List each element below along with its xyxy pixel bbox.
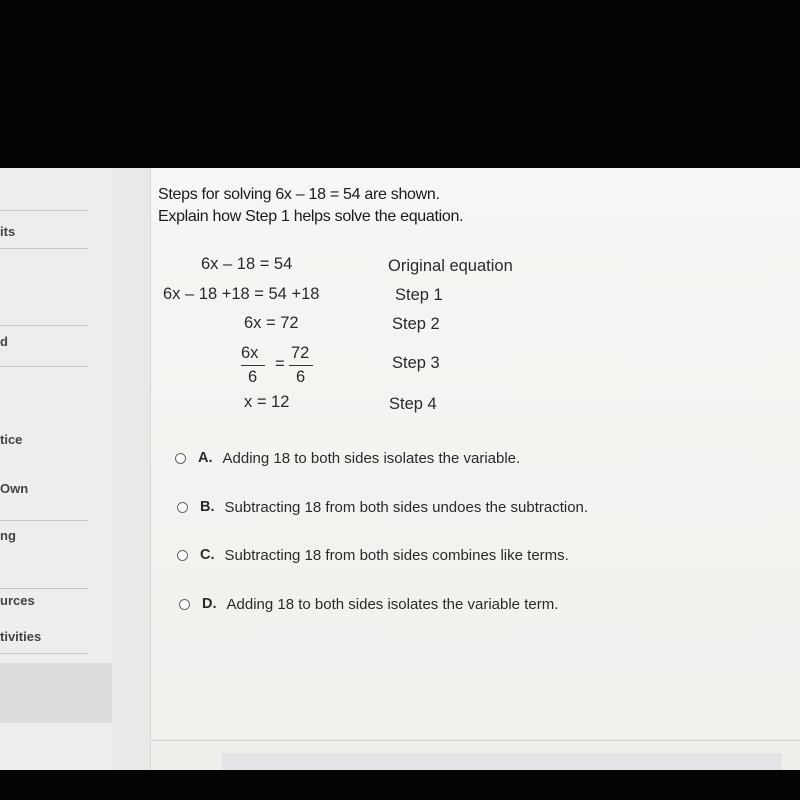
sidebar-divider — [0, 653, 88, 654]
content-divider — [151, 740, 800, 741]
radio-b[interactable] — [177, 502, 188, 513]
sidebar-item-resources[interactable]: urces — [0, 593, 35, 608]
label-step-4: Step 4 — [389, 395, 437, 413]
footer-bar — [222, 753, 782, 770]
fraction-right-denominator: 6 — [296, 368, 306, 386]
screen — [0, 168, 800, 770]
equation-step-1: 6x – 18 +18 = 54 +18 — [163, 285, 320, 303]
radio-c[interactable] — [177, 550, 188, 561]
choice-b-text: Subtracting 18 from both sides undoes the subtraction. — [224, 498, 589, 516]
sidebar-item-ng[interactable]: ng — [0, 528, 16, 543]
equation-step-2: 6x = 72 — [244, 314, 299, 332]
fraction-left-denominator: 6 — [248, 368, 258, 386]
sidebar-divider — [0, 520, 88, 521]
sidebar-divider — [0, 210, 88, 211]
scroll-track[interactable] — [112, 168, 151, 770]
sidebar-divider — [0, 248, 88, 249]
label-original-equation: Original equation — [388, 257, 513, 275]
sidebar-item-own[interactable]: Own — [0, 481, 29, 496]
question-line-1: Steps for solving 6x – 18 = 54 are shown. — [158, 186, 440, 203]
sidebar-footer — [0, 663, 112, 723]
fraction-left-bar — [241, 365, 265, 366]
sidebar-divider — [0, 325, 88, 326]
equation-step-4: x = 12 — [244, 393, 290, 411]
fraction-right-numerator: 72 — [291, 344, 310, 362]
choice-d-text: Adding 18 to both sides isolates the variable term. — [226, 595, 559, 613]
label-step-2: Step 2 — [392, 315, 440, 333]
fraction-right-bar — [289, 365, 313, 366]
sidebar-item-d[interactable]: d — [0, 334, 8, 349]
choice-c[interactable] — [177, 544, 569, 566]
label-step-1: Step 1 — [395, 286, 443, 304]
choice-a[interactable] — [175, 447, 520, 469]
sidebar-divider — [0, 366, 88, 367]
question-line-2: Explain how Step 1 helps solve the equation. — [158, 208, 464, 225]
choice-b[interactable] — [177, 496, 588, 518]
radio-d[interactable] — [179, 599, 190, 610]
equation-original: 6x – 18 = 54 — [201, 255, 293, 273]
choice-b-letter: B. — [200, 499, 215, 515]
sidebar-item-units[interactable]: its — [0, 224, 16, 239]
choice-d-letter: D. — [202, 596, 217, 612]
choice-a-letter: A. — [198, 450, 213, 466]
choice-c-letter: C. — [200, 547, 215, 563]
sidebar-item-practice[interactable]: tice — [0, 432, 23, 447]
sidebar-item-activities[interactable]: tivities — [0, 629, 42, 644]
sidebar-divider — [0, 588, 88, 589]
choice-c-text: Subtracting 18 from both sides combines like terms. — [224, 546, 569, 564]
sidebar — [0, 168, 113, 770]
radio-a[interactable] — [175, 453, 186, 464]
question-panel — [151, 168, 800, 770]
label-step-3: Step 3 — [392, 354, 440, 372]
fraction-equals: = — [275, 355, 285, 373]
choice-a-text: Adding 18 to both sides isolates the variable. — [222, 449, 521, 467]
choice-d[interactable] — [179, 593, 558, 615]
fraction-left-numerator: 6x — [241, 344, 259, 362]
